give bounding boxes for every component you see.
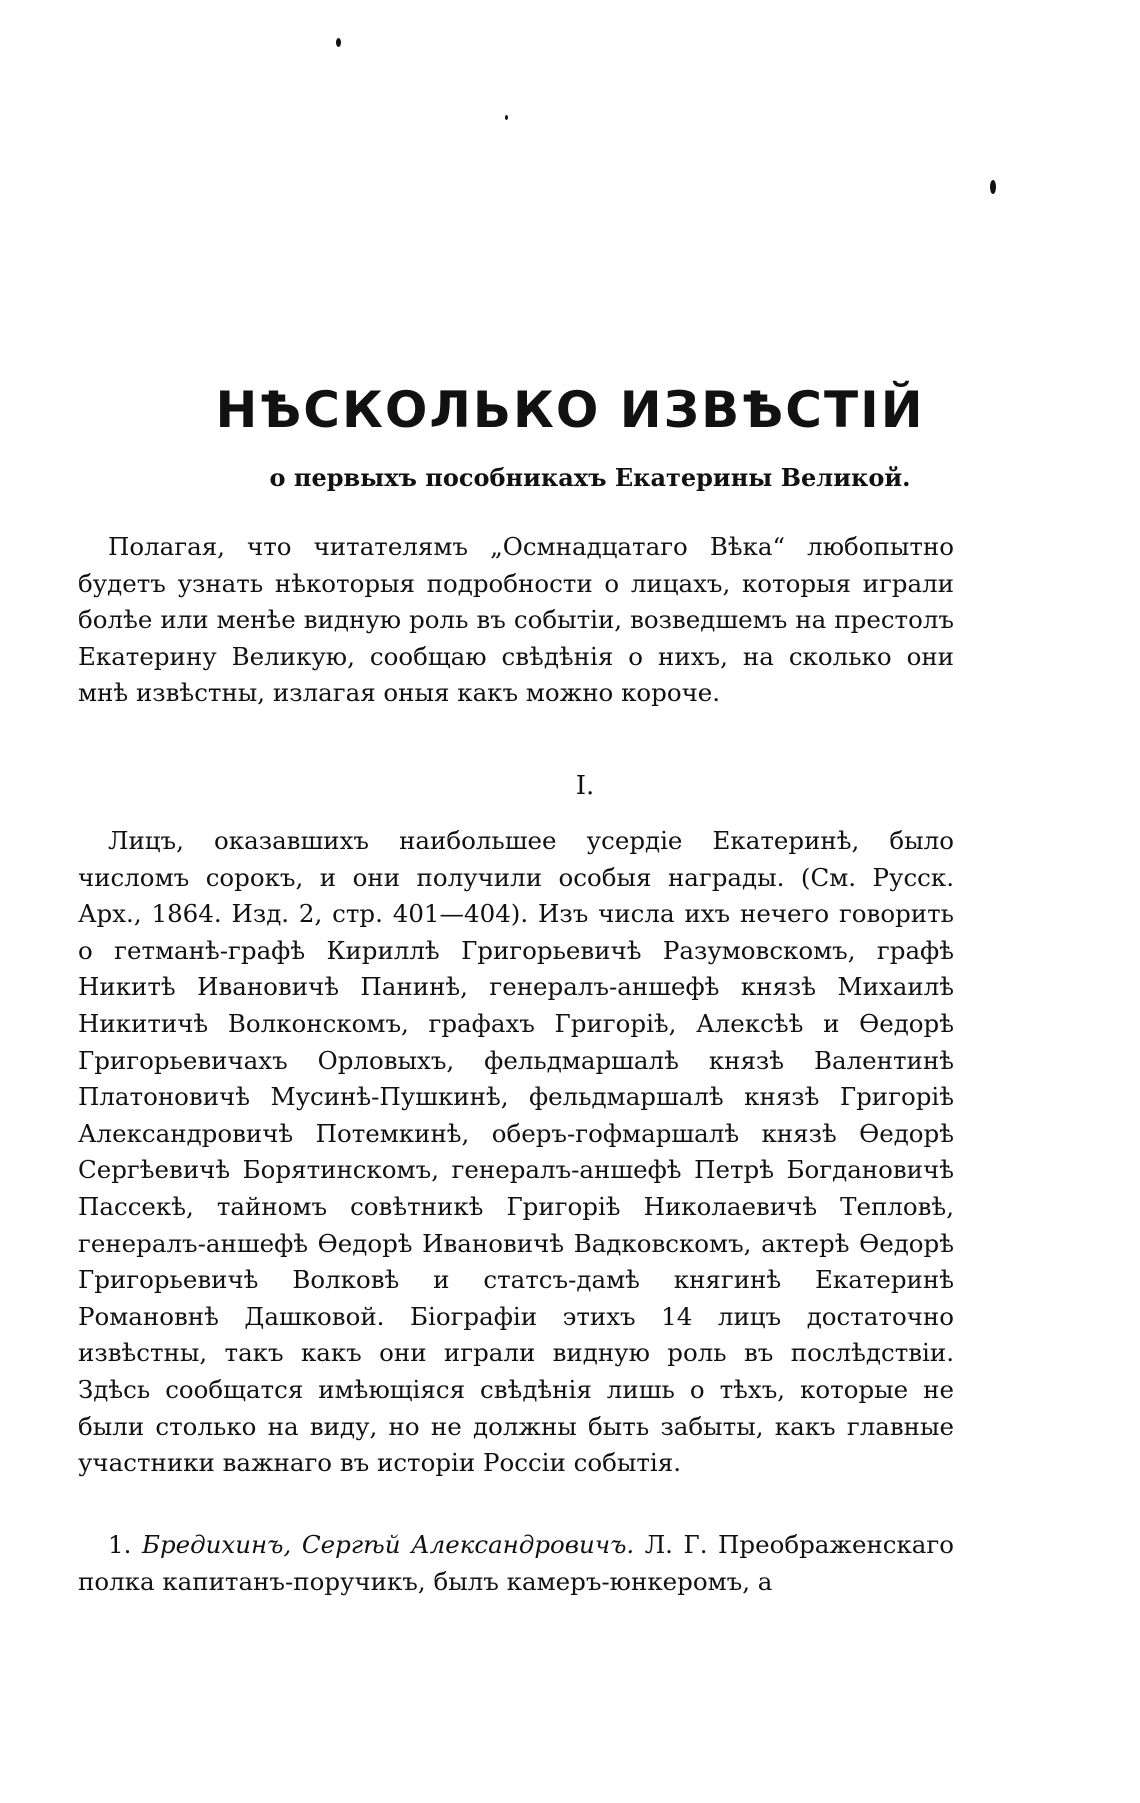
scan-speck (505, 115, 508, 120)
note-paragraph (78, 1527, 954, 1600)
note-number: 1. (108, 1530, 132, 1559)
section-number: I. (575, 771, 595, 801)
page-title: НѢСКОЛЬКО ИЗВѢСТІЙ (215, 381, 925, 439)
scan-speck (336, 38, 341, 47)
note-text: Л. Г. Преображенскаго полка капитанъ-поручикъ, былъ камеръ-юнкеромъ, а (78, 1530, 954, 1596)
page-subtitle: о первыхъ пособникахъ Екатерины Великой. (269, 463, 911, 492)
note-name: Бредихинъ, Сергѣй Александровичъ. (141, 1530, 635, 1559)
intro-paragraph: Полагая, что читателямъ „Осмнадцатаго Вѣка“ любопытно будетъ узнать нѣкоторыя подробности о лицахъ, которыя играли болѣе или менѣе видную роль въ событіи, возведшемъ на престолъ Екатерину Великую, сообщаю свѣдѣнія о нихъ, на сколько они мнѣ извѣстны, излагая оныя какъ можно короче. (78, 532, 954, 708)
body-paragraph: Лицъ, оказавшихъ наибольшее усердіе Екатеринѣ, было числомъ сорокъ, и они получили особыя награды. (См. Русск. Арх., 1864. Изд. 2, стр. 401—404). Изъ числа ихъ нечего говорить о гетманѣ-графѣ Кириллѣ Григорьевичѣ Разумовскомъ, графѣ Никитѣ Ивановичѣ Панинѣ, генералъ-аншефѣ князѣ Михаилѣ Никитичѣ Волконскомъ, графахъ Григоріѣ, Алексѣѣ и Өедорѣ Григорьевичахъ Орловыхъ, фельдмаршалѣ князѣ Валентинѣ Платоновичѣ Мусинѣ-Пушкинѣ, фельдмаршалѣ князѣ Григоріѣ Александровичѣ Потемкинѣ, оберъ-гофмаршалѣ князѣ Өедорѣ Сергѣевичѣ Борятинскомъ, генералъ-аншефѣ Петрѣ Богдановичѣ Пассекѣ, тайномъ совѣтникѣ Григоріѣ Николаевичѣ Тепловѣ, генералъ-аншефѣ Өедорѣ Ивановичѣ Вадковскомъ, актерѣ Өедорѣ Григорьевичѣ Волковѣ и статсъ-дамѣ княгинѣ Екатеринѣ Романовнѣ Дашковой. Біографіи этихъ 14 лицъ достаточно извѣстны, такъ какъ они играли видную роль въ послѣдствіи. Здѣсь сообщатся имѣющіяся свѣдѣнія лишь о тѣхъ, которые не были столько на виду, но не должны быть забыты, какъ главные участники важнаго въ исторіи Россіи событія. (78, 826, 954, 1478)
scan-speck (990, 180, 996, 194)
